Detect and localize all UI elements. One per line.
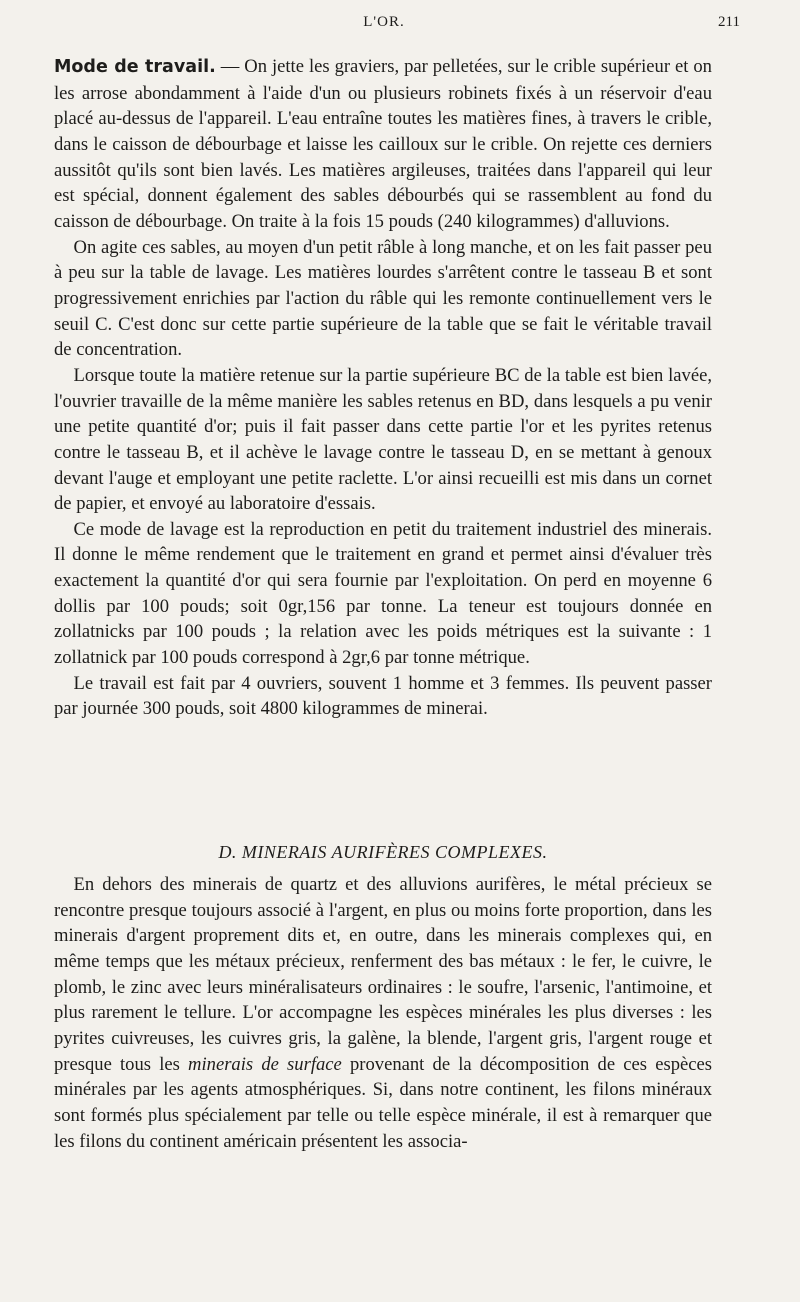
paragraph: Lorsque toute la matière retenue sur la partie supérieure BC de la table est bien lavée, l'ouvrier travaille de la même manière les sables retenus en BD, dans lesquels a pu venir une petite quantité d'or; puis il fait passer dans cette partie l'or et les pyrites retenus contre le tasseau B, et il achève le lavage contre le tasseau D, en se mettant à genoux devant l'auge et employant une petite raclette. L'or ainsi recueilli est mis dans un cornet de papier, et envoyé au laboratoire d'essais.	[54, 364, 712, 515]
paragraph: Le travail est fait par 4 ouvriers, souvent 1 homme et 3 femmes. Ils peuvent passer par journée 300 pouds, soit 4800 kilogrammes de minerai.	[54, 672, 712, 720]
section-text	[54, 872, 712, 1154]
paragraph-lead: Mode de travail.	[54, 57, 216, 77]
section-heading: D. MINERAIS AURIFÈRES COMPLEXES.	[218, 842, 548, 862]
emphasis-text: minerais de surface	[188, 1053, 342, 1075]
paragraph	[54, 872, 712, 1154]
page-number: 211	[718, 14, 740, 30]
paragraph-text: — On jette les graviers, par pelletées, sur le crible supérieur et on les arrose abondamment à l'aide d'un ou plusieurs robinets fixés à un réservoir d'eau placé au-dessus de l'appareil. L'eau entraîne toutes les matières fines, à travers le crible, dans le caisson de débourbage et laisse les cailloux sur le crible. On rejette ces derniers aussitôt qu'ils sont bien lavés. Les matières argileuses, traitées dans l'appareil qui leur est spécial, donnent également des sables débourbés qui se rassemblent au fond du caisson de débourbage. On traite à la fois 15 pouds (240 kilogrammes) d'alluvions.	[54, 56, 712, 232]
paragraph: On agite ces sables, au moyen d'un petit râble à long manche, et on les fait passer peu à peu sur la table de lavage. Les matières lourdes s'arrêtent contre le tasseau B et sont progressivement enrichies par l'action du râble qui les remonte continuellement vers le seuil C. C'est donc sur cette partie supérieure de la table que se fait le véritable travail de concentration.	[54, 236, 712, 361]
running-head	[56, 14, 740, 38]
paragraph-text: provenant de la décomposition de ces espèces minérales par les agents atmosphériques. Si, dans notre continent, les filons minéraux sont formés plus spécialement par telle ou telle espèce minérale, il est à remarquer que les filons du continent américain présentent les associa-	[54, 1053, 712, 1152]
main-text	[54, 54, 712, 722]
paragraph-mode-de-travail	[54, 54, 712, 235]
paragraph: Ce mode de lavage est la reproduction en petit du traitement industriel des minerais. Il donne le même rendement que le traitement en grand et permet ainsi d'évaluer très exactement la quantité d'or qui sera fournie par l'exploitation. On perd en moyenne 6 dollis par 100 pouds; soit 0gr,156 par tonne. La teneur est toujours donnée en zollatnicks par 100 pouds ; la relation avec les poids métriques est la suivante : 1 zollatnick par 100 pouds correspond à 2gr,6 par tonne métrique.	[54, 518, 712, 669]
paragraph-text: En dehors des minerais de quartz et des alluvions aurifères, le métal précieux se rencontre presque toujours associé à l'argent, en plus ou moins forte proportion, dans les minerais d'argent proprement dits et, en outre, dans les minerais complexes qui, en même temps que les métaux précieux, renferment des bas métaux : le fer, le cuivre, le plomb, le zinc avec leurs minéralisateurs ordinaires : le soufre, l'arsenic, l'antimoine, et plus rarement le tellure. L'or accompagne les espèces minérales les plus diverses : les pyrites cuivreuses, les cuivres gris, la galène, la blende, l'argent gris, l'argent rouge et presque tous les	[54, 874, 712, 1075]
running-title: L'OR.	[363, 14, 405, 30]
